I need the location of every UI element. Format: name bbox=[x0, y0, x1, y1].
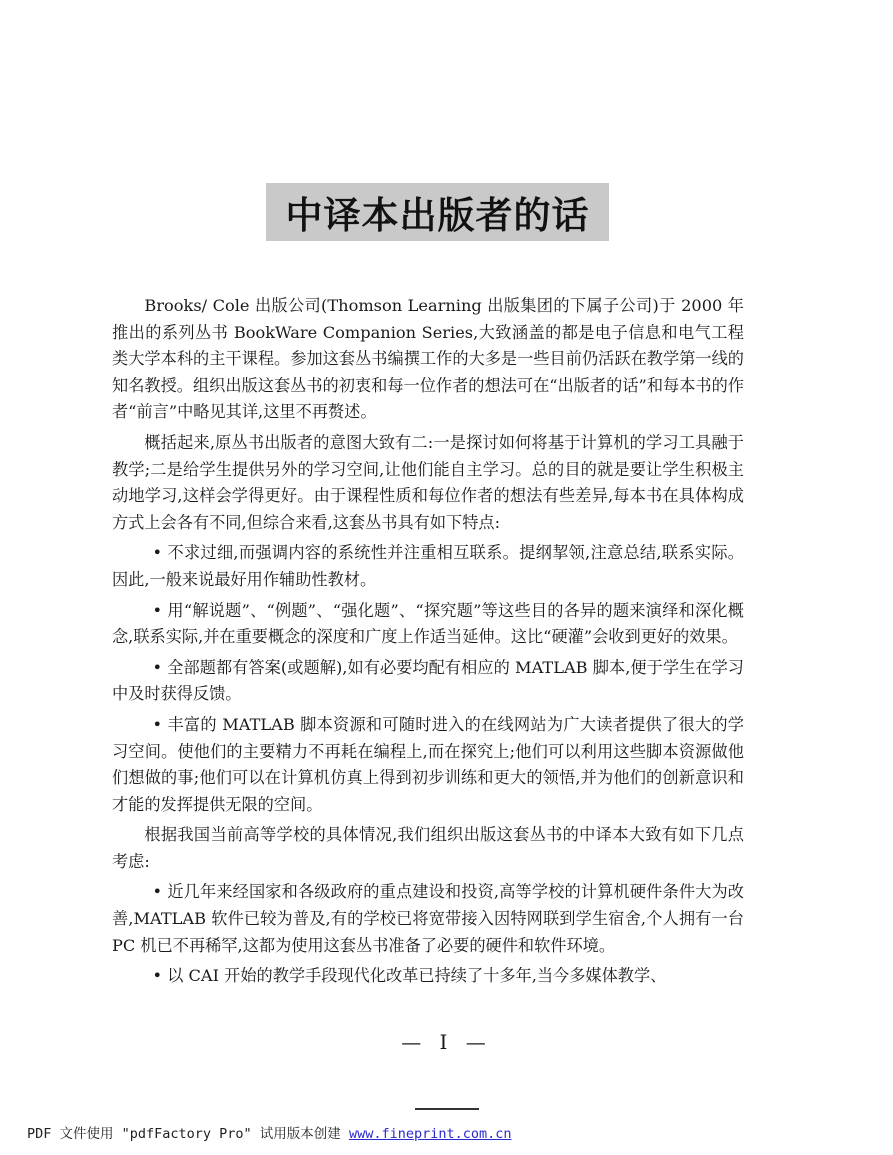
bullet-paragraph: • 用“解说题”、“例题”、“强化题”、“探究题”等这些目的各异的题来演绎和深化概念,联系实际,并在重要概念的深度和广度上作适当延伸。这比“硬灌”会收到更好的效果。 bbox=[112, 600, 744, 647]
footer-text: PDF 文件使用 "pdfFactory Pro" 试用版本创建 bbox=[27, 1126, 349, 1142]
bullet-paragraph: • 全部题都有答案(或题解),如有必要均配有相应的 MATLAB 脚本,便于学生在学习中及时获得反馈。 bbox=[112, 657, 744, 704]
bullet-paragraph: • 不求过细,而强调内容的系统性并注重相互联系。提纲挈领,注意总结,联系实际。因此,一般来说最好用作辅助性教材。 bbox=[112, 543, 744, 589]
page-number: — I — bbox=[401, 1030, 492, 1054]
footer-rule bbox=[415, 1108, 479, 1110]
bullet-paragraph: • 以 CAI 开始的教学手段现代化改革已持续了十多年,当今多媒体教学、 bbox=[152, 966, 667, 986]
body-text bbox=[112, 293, 744, 994]
paragraph: 根据我国当前高等学校的具体情况,我们组织出版这套丛书的中译本大致有如下几点考虑: bbox=[112, 825, 744, 871]
bullet-paragraph: • 丰富的 MATLAB 脚本资源和可随时进入的在线网站为广大读者提供了很大的学习空间。使他们的主要精力不再耗在编程上,而在探究上;他们可以利用这些脚本资源做他们想做的事;他们可以在计算机仿真上得到初步训练和更大的领悟,并为他们的创新意识和才能的发挥提供无限的空间。 bbox=[112, 714, 744, 814]
title-banner bbox=[266, 183, 609, 241]
footer bbox=[27, 1122, 512, 1142]
paragraph: Brooks/ Cole 出版公司(Thomson Learning 出版集团的下属子公司)于 2000 年推出的系列丛书 BookWare Companion Series,大致涵盖的都是电子信息和电气工程类大学本科的主干课程。参加这套丛书编撰工作的大多是一些目前仍活跃在教学第一线的知名教授。组织出版这套丛书的初衷和每一位作者的想法可在“出版者的话”和每本书的作者“前言”中略见其详,这里不再赘述。 bbox=[112, 296, 744, 422]
footer-link[interactable]: www.fineprint.com.cn bbox=[348, 1126, 512, 1142]
paragraph: 概括起来,原丛书出版者的意图大致有二:一是探讨如何将基于计算机的学习工具融于教学;二是给学生提供另外的学习空间,让他们能自主学习。总的目的就是要让学生积极主动地学习,这样会学得更好。由于课程性质和每位作者的想法有些差异,每本书在具体构成方式上会各有不同,但综合来看,这套丛书具有如下特点: bbox=[112, 432, 744, 532]
page-title: 中译本出版者的话 bbox=[285, 194, 590, 237]
bullet-paragraph: • 近几年来经国家和各级政府的重点建设和投资,高等学校的计算机硬件条件大为改善,MATLAB 软件已较为普及,有的学校已将宽带接入因特网联到学生宿舍,个人拥有一台 PC 机已不再稀罕,这都为使用这套丛书准备了必要的硬件和软件环境。 bbox=[112, 882, 744, 955]
